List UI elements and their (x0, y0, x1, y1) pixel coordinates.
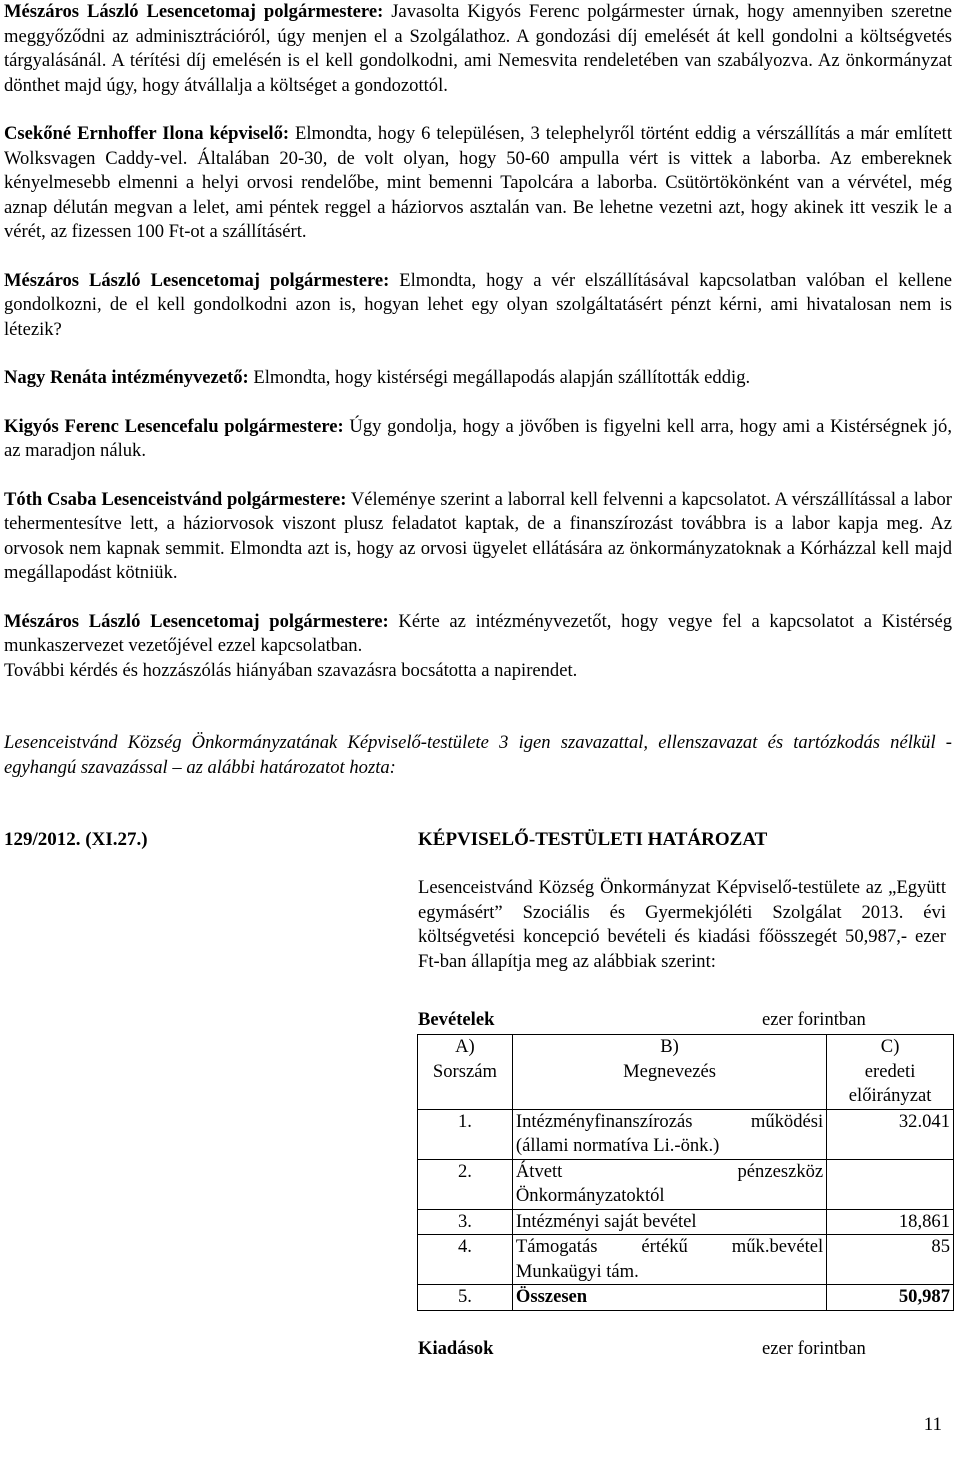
statement-text: Elmondta, hogy kistérségi megállapodás alapján szállították eddig. (248, 367, 751, 388)
row-number: 2. (418, 1159, 513, 1209)
income-caption-unit: ezer forintban (762, 1009, 866, 1030)
income-caption-label: Bevételek (418, 1009, 495, 1030)
row-number: 3. (418, 1209, 513, 1235)
table-row (418, 1159, 954, 1209)
paragraph-3 (4, 269, 952, 343)
expense-table-caption (418, 1337, 952, 1363)
decision-header (4, 828, 952, 858)
statement-text: Elmondta, hogy 6 településen, 3 telephelyről történt eddig a vérszállítás a már említett Wolksvagen Caddy-vel. Általában 20-30, de volt olyan, hogy 50-60 ampulla vért is vittek a laborba. Az embereknek kényelmesebb elmenni a helyi orvosi rendelőbe, mint bemenni Tapolcára a laborba. Csütörtökönként van a vérvétel, még aznap délután megvan a lelet, ami péntek reggel a háziorvos asztalán van. Be lehetne vezetni azt, hogy akinek itt veszik le a vérét, az fizessen 100 Ft-ot a szállításért. (4, 123, 952, 242)
decision-title: KÉPVISELŐ-TESTÜLETI HATÁROZAT (418, 829, 768, 850)
row-value: 18,861 (827, 1209, 954, 1235)
paragraph-1 (4, 0, 952, 98)
row-name: Intézményfinanszírozás működési (állami normatíva Li.-önk.) (512, 1109, 826, 1159)
statement-text: Kérte az intézményvezetőt, hogy vegye fel a kapcsolatot a Kistérség munkaszervezet vezetőjével ezzel kapcsolatban. (4, 610, 952, 656)
vote-statement: Lesenceistvánd Község Önkormányzatának Képviselő-testülete 3 igen szavazattal, ellenszavazat és tartózkodás nélkül - egyhangú szavazással – az alábbi határozatot hozta: (4, 732, 952, 778)
row-value (827, 1159, 954, 1209)
row-number: 1. (418, 1109, 513, 1159)
row-value: 85 (827, 1235, 954, 1285)
table-row (418, 1109, 954, 1159)
row-name: Támogatás értékű műk.bevétel Munkaügyi tám. (512, 1235, 826, 1285)
speaker-name: Mészáros László Lesencetomaj polgármestere: (4, 610, 389, 632)
table-row (418, 1235, 954, 1285)
paragraph-8: További kérdés és hozzászólás hiányában szavazásra bocsátotta a napirendet. (4, 659, 578, 681)
income-table-caption (418, 1008, 952, 1034)
decision-body: Lesenceistvánd Község Önkormányzat Képviselő-testülete az „Együtt egymásért” Szociális és Gyermekjóléti Szolgálat 2013. évi költségvetési koncepció bevételi és kiadási főösszegét 50,987,- ezer Ft-ban állapítja meg az alábbiak szerint: (418, 877, 946, 972)
row-name: Intézményi saját bevétel (512, 1209, 826, 1235)
header-col-b: B) Megnevezés (512, 1035, 826, 1110)
page-number: 11 (923, 1414, 942, 1435)
income-table (417, 1034, 954, 1311)
speaker-name: Mészáros László Lesencetomaj polgármestere: (4, 1, 384, 22)
speaker-name: Csekőné Ernhoffer Ilona képviselő: (4, 123, 290, 144)
speaker-name: Tóth Csaba Lesenceistvánd polgármestere: (4, 488, 347, 510)
row-name: Összesen (512, 1285, 826, 1311)
paragraph-2 (4, 122, 952, 245)
statement-text: Javasolta Kigyós Ferenc polgármester úrnak, hogy amennyiben szeretne meggyőződni az adminisztrációról, úgy menjen el a Szolgálathoz. A gondozási díj emelését át kell gondolni a költségvetés tárgyalásánál. A térítési díj emelésén is el kell gondolkodni, ami Nemesvita rendeletében van szabályozva. Az önkormányzat dönthet majd úgy, hogy átvállalja a költséget a gondozottól. (4, 1, 952, 96)
row-number: 4. (418, 1235, 513, 1285)
expense-caption-unit: ezer forintban (762, 1337, 866, 1359)
speaker-name: Kigyós Ferenc Lesencefalu polgármestere: (4, 415, 344, 437)
expense-caption-label: Kiadások (418, 1337, 494, 1359)
statement-text: Elmondta, hogy a vér elszállításával kapcsolatban valóban el kellene gondolkozni, de el kell gondolkodni azon is, hogyan lehet egy olyan szolgáltatásért pénzt kérni, ami hivatalosan nem is létezik? (4, 269, 952, 340)
table-row-total (418, 1285, 954, 1311)
paragraph-6 (4, 488, 952, 586)
row-number: 5. (418, 1285, 513, 1311)
statement-text: Úgy gondolja, hogy a jövőben is figyelni kell arra, hogy ami a Kistérségnek jó, az maradjon náluk. (4, 415, 952, 461)
document-page (4, 0, 952, 1363)
table-header-row (418, 1035, 954, 1110)
row-name: Átvett pénzeszköz Önkormányzatoktól (512, 1159, 826, 1209)
speaker-name: Nagy Renáta intézményvezető: (4, 367, 249, 388)
speaker-name: Mészáros László Lesencetomaj polgármestere: (4, 269, 390, 291)
paragraph-5 (4, 415, 952, 464)
statement-text: Véleménye szerint a laborral kell felvenni a kapcsolatot. A vérszállítással a labor tehermentesítve lett, a háziorvosok viszont plusz feladatot kaptak, de a finanszírozást továbbra is a labor kapja meg. Az orvosok nem kapnak semmit. Elmondta azt is, hogy az orvosi ügyelet ellátására az önkormányzatoknak a Kórházzal kell majd megállapodást kötniük. (4, 488, 952, 583)
header-col-c: C) eredeti előirányzat (827, 1035, 954, 1110)
paragraph-7 (4, 610, 952, 659)
paragraph-4 (4, 366, 952, 391)
row-value: 50,987 (827, 1285, 954, 1311)
table-row (418, 1209, 954, 1235)
row-value: 32.041 (827, 1109, 954, 1159)
decision-number: 129/2012. (XI.27.) (4, 829, 148, 850)
header-col-a: A) Sorszám (418, 1035, 513, 1110)
